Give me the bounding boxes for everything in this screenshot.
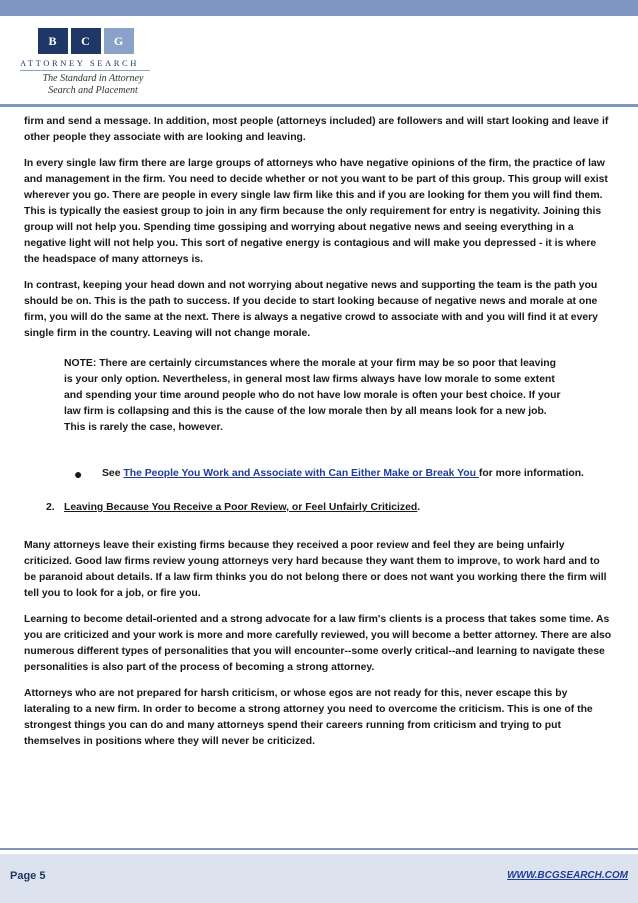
header-divider [0,104,638,107]
bullet-suffix: for more information. [478,468,584,479]
note-block: NOTE: There are certainly circumstances where the morale at your firm may be so poor that leaving is your only option. Nevertheless, in general most law firms always have low morale to some extent and spending your time around people who do not have low morale is often your best choice. If your law firm is collapsing and this is the cause of the low morale then by all means look for a new job. This is rarely the case, however. [64,358,561,433]
logo-letter-g: G [104,28,134,54]
section-number: 2. [46,502,55,513]
tagline-line-1: The Standard in Attorney [42,73,144,84]
related-article-link[interactable]: The People You Work and Associate with Can Either Make or Break You [123,468,479,479]
logo-letter-b: B [38,28,68,54]
section-heading [46,500,614,516]
page-header [0,16,638,108]
website-link[interactable]: WWW.BCGSEARCH.COM [507,870,628,881]
top-banner-bar [0,0,638,16]
bcg-logo [38,28,137,54]
paragraph-3: In contrast, keeping your head down and not worrying about negative news and supporting the team is the path you should be on. This is the path to success. If you decide to start looking because of negative news and morale at one firm, you will do the same at the next. There is always a negative crowd to associate with and you will find it at every single firm in the country. Leaving will not change morale. [24,280,598,339]
paragraph-5: Learning to become detail-oriented and a strong advocate for a law firm's clients is a process that takes some time. As you are criticized and your work is more and more carefully reviewed, you will become a better attorney. There are also numerous different types of personalities that you will encounter--some overly critical--and learning to navigate these personalities is also part of the process of becoming a strong attorney. [24,614,612,673]
page-number: Page 5 [10,870,46,882]
bullet-text [102,466,594,482]
bullet-prefix: See [102,468,124,479]
tagline-line-2: Search and Placement [48,85,138,96]
logo-letter-c: C [71,28,101,54]
paragraph-2: In every single law firm there are large groups of attorneys who have negative opinions of the firm, the practice of law and management in the firm. You need to decide whether or not you want to be part of this group. This group will exist wherever you go. There are people in every single law firm like this and if you are looking for them you will find them. This is typically the easiest group to join in any firm because the only requirement for entry is negativity. Joining this group will not help you. Spending time gossiping and worrying about negative news and seeing everything in a negative light will not help you. This sort of negative energy is contagious and will make you depressed - it is where the headspace of many attorneys is. [24,158,608,265]
logo-subtitle: ATTORNEY SEARCH [20,58,140,68]
bullet-item [74,466,594,482]
section-title: Leaving Because You Receive a Poor Review, or Feel Unfairly Criticized [64,502,418,513]
logo-divider [20,70,150,71]
footer-divider [0,848,638,850]
paragraph-1: firm and send a message. In addition, most people (attorneys included) are followers and will start looking and leave if other people they associate with are looking and leaving. [24,116,609,143]
section-period: . [417,502,421,513]
paragraph-6: Attorneys who are not prepared for harsh criticism, or whose egos are not ready for this, never escape this by lateraling to a new firm. In order to become a strong attorney you need to overcome the criticism. This is one of the strongest things you can do and many attorneys spend their careers running from criticism and trying to put themselves in positions where they will never be criticized. [24,688,593,747]
tagline [18,73,168,97]
page-footer [0,854,638,903]
paragraph-4: Many attorneys leave their existing firms because they received a poor review and feel they are being unfairly criticized. Good law firms review young attorneys very hard because they want them to improve, to work hard and to be paranoid about details. If a law firm thinks you do not belong there or does not want you working there the firm will tell you to look for a job, or fire you. [24,540,607,599]
article-body [24,114,614,760]
bullet-dot-icon: ● [74,466,83,482]
